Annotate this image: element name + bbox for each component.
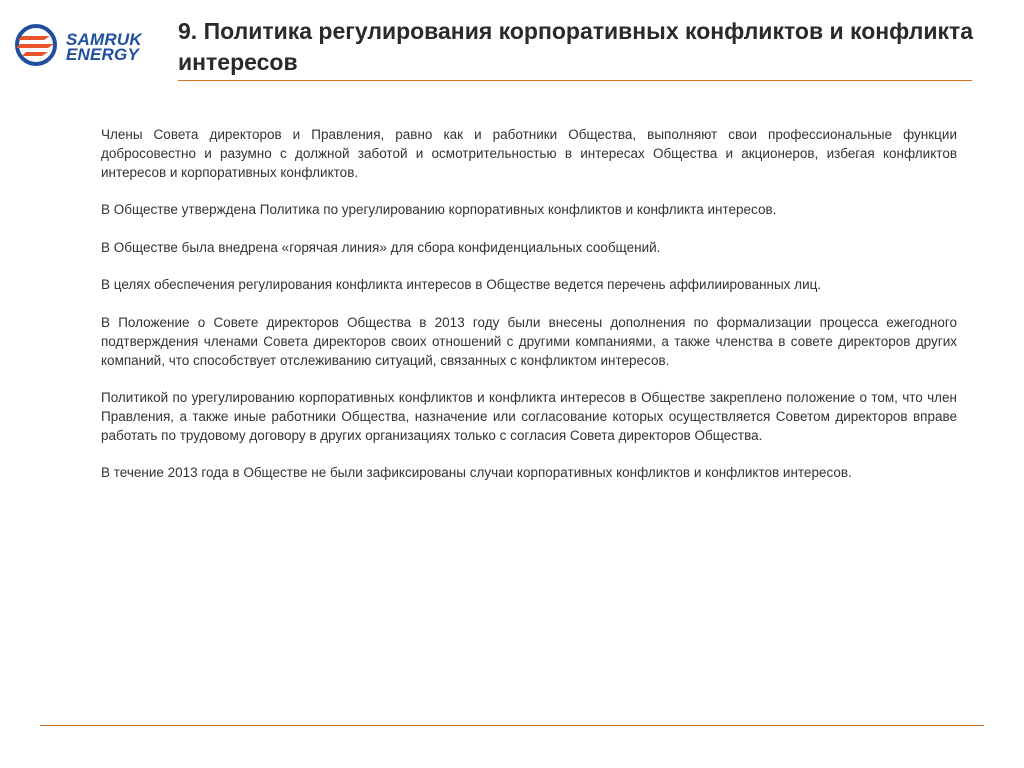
- paragraph-6: Политикой по урегулированию корпоративных конфликтов и конфликта интересов в Обществе закреплено положение о том, что член Правления, а также иные работники Общества, назначение или согласование которых осуществляется Советом директоров вправе работать по трудовому договору в других организациях только с согласия Совета директоров Общества.: [101, 390, 957, 443]
- footer-divider: [40, 725, 984, 726]
- paragraph-4: В целях обеспечения регулирования конфликта интересов в Обществе ведется перечень аффилиированных лиц.: [101, 277, 822, 293]
- slide-body: [101, 126, 957, 502]
- logo-line-2: ENERGY: [66, 45, 139, 64]
- paragraph-7: В течение 2013 года в Обществе не были зафиксированы случаи корпоративных конфликтов и конфликтов интересов.: [101, 465, 852, 481]
- logo-wordmark: [66, 32, 142, 62]
- company-logo: [14, 22, 154, 68]
- slide-title: 9. Политика регулирования корпоративных конфликтов и конфликта интересов: [178, 18, 974, 75]
- paragraph-5: В Положение о Совете директоров Общества в 2013 году были внесены дополнения по формализации процесса ежегодного подтверждения членами Совета директоров своих отношений с другими компаниями, а также членства в совете директоров других компаний, что способствует отслеживанию ситуаций, связанных с конфликтом интересов.: [101, 314, 957, 368]
- logo-line-1: SAMRUK: [66, 30, 142, 49]
- paragraph-1: Члены Совета директоров и Правления, равно как и работники Общества, выполняют свои профессиональные функции добросовестно и разумно с должной заботой и осмотрительностью в интересах Общества и акционеров, избегая конфликтов интересов и корпоративных конфликтов.: [101, 127, 957, 180]
- title-divider: [178, 80, 972, 81]
- logo-emblem-icon: [14, 22, 64, 68]
- paragraph-2: В Обществе утверждена Политика по урегулированию корпоративных конфликтов и конфликта интересов.: [101, 202, 777, 218]
- paragraph-3: В Обществе была внедрена «горячая линия» для сбора конфиденциальных сообщений.: [101, 239, 661, 255]
